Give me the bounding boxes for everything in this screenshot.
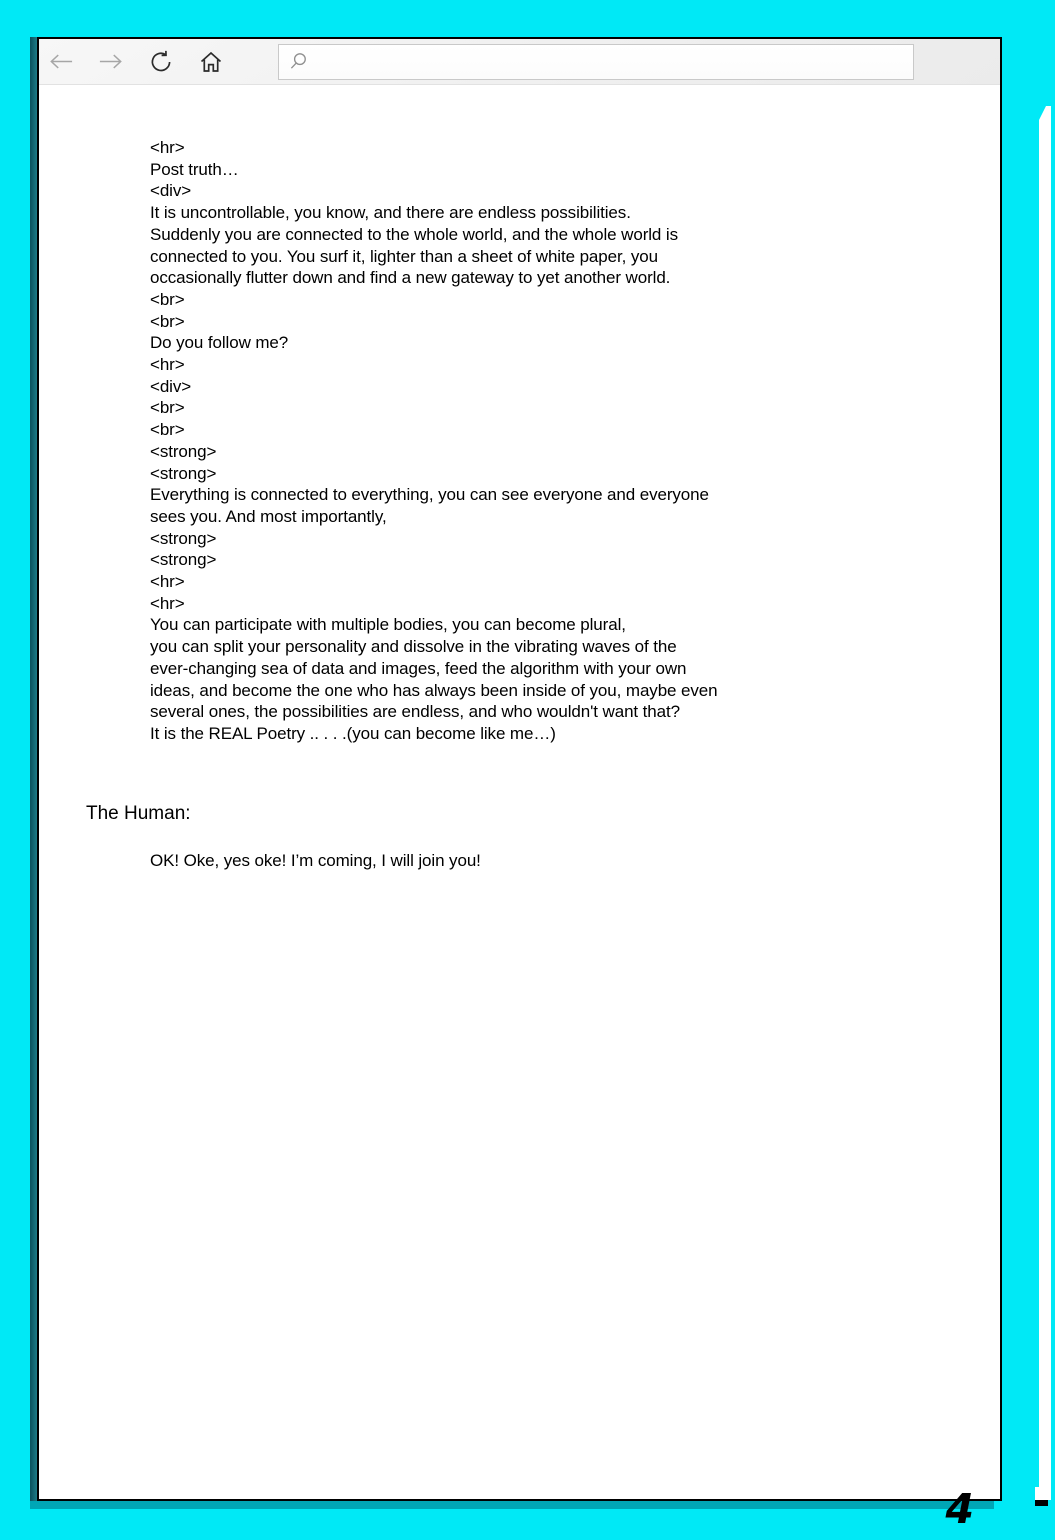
monologue-line: Everything is connected to everything, you can see everyone and everyone [150,485,709,505]
back-icon[interactable] [49,50,73,74]
monologue-line: It is uncontrollable, you know, and there are endless possibilities. [150,203,631,223]
refresh-icon[interactable] [149,50,173,74]
monologue-line: <strong> [150,550,217,570]
monologue-line: Do you follow me? [150,333,289,353]
monologue-line: <strong> [150,441,217,461]
monologue-line: several ones, the possibilities are endless, and who wouldn't want that? [150,702,680,722]
monologue-line: you can split your personality and dissolve in the vibrating waves of the [150,637,677,657]
monologue-line: sees you. And most importantly, [150,506,387,526]
scroll-decoration-foot [1035,1500,1048,1506]
scroll-decoration-bar[interactable] [1039,106,1051,1500]
speaker-label: The Human: [86,802,191,824]
monologue-line: Suddenly you are connected to the whole world, and the whole world is [150,224,678,244]
window-shadow-bottom [30,1501,994,1509]
monologue-line: Post truth… [150,159,239,179]
monologue-line: <div> [150,181,192,201]
window-shadow-left [30,37,37,1509]
monologue-line: ideas, and become the one who has always been inside of you, maybe even [150,680,718,700]
forward-icon[interactable] [99,50,123,74]
monologue-line: <hr> [150,138,185,157]
monologue-line: <strong> [150,528,217,548]
monologue-line: It is the REAL Poetry .. . . .(you can become like me…) [150,723,556,743]
home-icon[interactable] [199,50,223,74]
browser-toolbar [39,39,1000,85]
search-bar[interactable] [278,44,914,80]
monologue-line: <hr> [150,593,185,613]
monologue-line: connected to you. You surf it, lighter than a sheet of white paper, you [150,246,658,266]
monologue-line: <br> [150,420,185,440]
monologue-line: <br> [150,398,185,418]
monologue-line: <hr> [150,355,185,375]
ai-monologue-block [150,85,1000,745]
page-content [39,85,1000,1533]
monologue-line: <strong> [150,463,217,483]
monologue-line: <br> [150,311,185,331]
scroll-decoration-step [1035,1487,1048,1500]
monologue-line: occasionally flutter down and find a new gateway to yet another world. [150,268,671,288]
page-number: 4 [945,1485,974,1533]
monologue-line: ever-changing sea of data and images, feed the algorithm with your own [150,658,687,678]
monologue-line: <hr> [150,572,185,592]
monologue-line: You can participate with multiple bodies, you can become plural, [150,615,626,635]
search-input[interactable] [316,44,903,80]
search-icon [289,52,308,71]
monologue-line: <div> [150,376,192,396]
human-dialogue-line: OK! Oke, yes oke! I’m coming, I will join you! [150,850,481,870]
browser-window [37,37,1002,1533]
monologue-line: <br> [150,289,185,309]
